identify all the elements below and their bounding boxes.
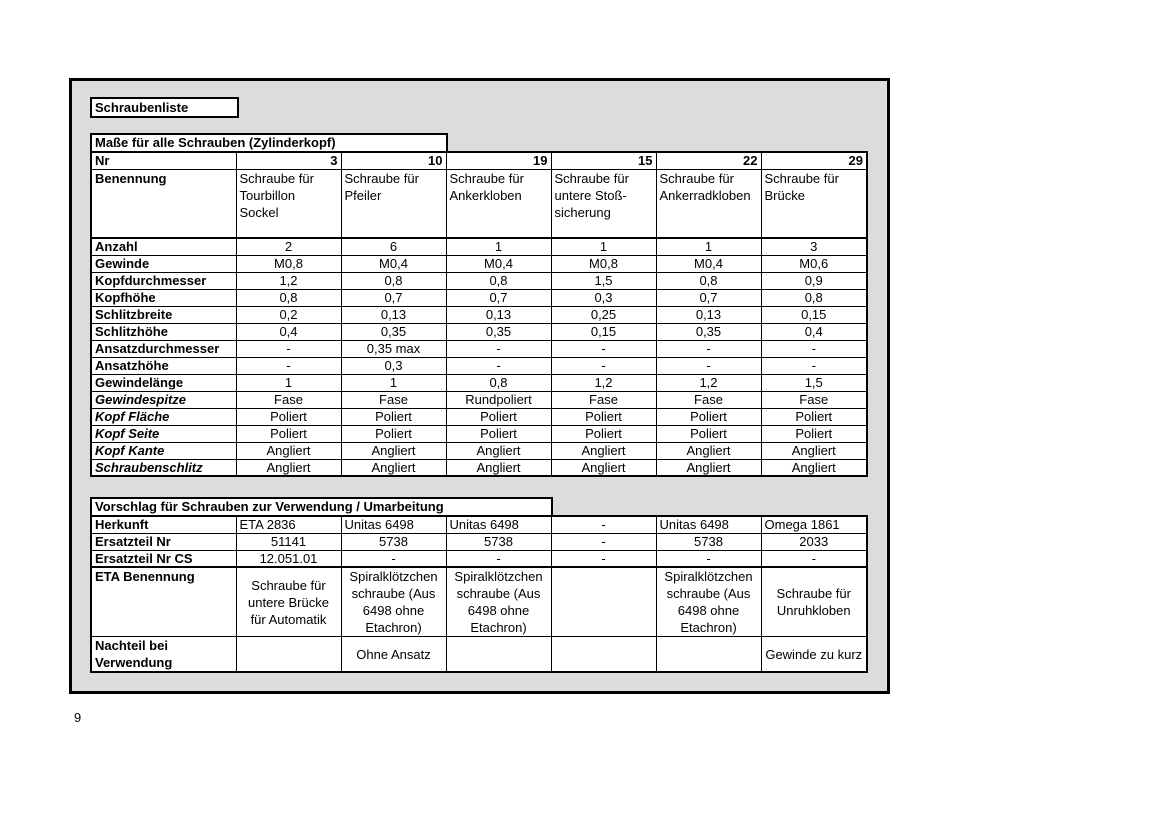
row-label: Kopfhöhe [91, 289, 236, 306]
benennung-cell: Schraube für untere Stoß-sicherung [551, 169, 656, 238]
value-cell: M0,6 [761, 255, 867, 272]
value-cell: 0,25 [551, 306, 656, 323]
value-cell: 0,35 max [341, 340, 446, 357]
value-cell: - [656, 340, 761, 357]
value-cell: - [551, 550, 656, 567]
value-cell: Poliert [446, 408, 551, 425]
value-cell: 12.051.01 [236, 550, 341, 567]
value-cell: Fase [551, 391, 656, 408]
measurement-row [91, 340, 867, 357]
value-cell: Poliert [236, 408, 341, 425]
value-cell: 1 [656, 238, 761, 255]
value-cell: - [236, 357, 341, 374]
value-cell: 0,8 [236, 289, 341, 306]
nachteil-label: Nachteil bei Verwendung [91, 637, 236, 673]
value-cell: 5738 [656, 533, 761, 550]
value-cell: 2033 [761, 533, 867, 550]
value-cell: Fase [341, 391, 446, 408]
value-cell: Poliert [761, 408, 867, 425]
value-cell: - [551, 516, 656, 533]
measurement-row [91, 323, 867, 340]
section1-heading: Maße für alle Schrauben (Zylinderkopf) [90, 133, 448, 153]
value-cell: 0,8 [446, 272, 551, 289]
value-cell: Angliert [341, 459, 446, 476]
nachteil-cell [236, 637, 341, 673]
value-cell: 0,9 [761, 272, 867, 289]
benennung-row [91, 169, 867, 238]
value-cell: - [446, 340, 551, 357]
value-cell: 0,4 [236, 323, 341, 340]
value-cell: M0,8 [236, 255, 341, 272]
value-cell: 1 [446, 238, 551, 255]
measurement-row [91, 306, 867, 323]
value-cell: M0,8 [551, 255, 656, 272]
eta-cell [551, 567, 656, 637]
benennung-cell: Schraube für Brücke [761, 169, 867, 238]
row-label: Schraubenschlitz [91, 459, 236, 476]
value-cell: - [551, 357, 656, 374]
value-cell: Angliert [656, 442, 761, 459]
value-cell: 0,35 [341, 323, 446, 340]
screw-number: 10 [341, 152, 446, 169]
value-cell: Unitas 6498 [446, 516, 551, 533]
replacement-table [90, 515, 868, 673]
nachteil-cell [551, 637, 656, 673]
value-cell: - [761, 357, 867, 374]
value-cell: Angliert [341, 442, 446, 459]
value-cell: 1,5 [551, 272, 656, 289]
value-cell: 51141 [236, 533, 341, 550]
value-cell: 0,8 [341, 272, 446, 289]
page-number: 6 [74, 710, 82, 725]
value-cell: - [446, 357, 551, 374]
value-cell: M0,4 [656, 255, 761, 272]
value-cell: Poliert [656, 408, 761, 425]
value-cell: 2 [236, 238, 341, 255]
value-cell: 0,8 [446, 374, 551, 391]
value-cell: Poliert [656, 425, 761, 442]
measurement-row [91, 425, 867, 442]
value-cell: - [551, 533, 656, 550]
measurement-row [91, 391, 867, 408]
benennung-cell: Schraube für Pfeiler [341, 169, 446, 238]
value-cell: Fase [761, 391, 867, 408]
measurement-row [91, 289, 867, 306]
row-label: Gewinde [91, 255, 236, 272]
value-cell: - [236, 340, 341, 357]
measurement-row [91, 442, 867, 459]
value-cell: 0,13 [656, 306, 761, 323]
nachteil-cell [656, 637, 761, 673]
row-label: Gewindespitze [91, 391, 236, 408]
value-cell: ETA 2836 [236, 516, 341, 533]
value-cell: 1,2 [656, 374, 761, 391]
value-cell: 0,35 [656, 323, 761, 340]
value-cell: M0,4 [341, 255, 446, 272]
benennung-cell: Schraube für Ankerkloben [446, 169, 551, 238]
measurement-row [91, 357, 867, 374]
value-cell: Angliert [446, 442, 551, 459]
value-cell: Angliert [551, 459, 656, 476]
eta-cell: Schraube für Unruhkloben [761, 567, 867, 637]
row-label: Anzahl [91, 238, 236, 255]
measurement-row [91, 374, 867, 391]
section2-heading: Vorschlag für Schrauben zur Verwendung / Umarbeitung [90, 497, 553, 517]
value-cell: 0,13 [446, 306, 551, 323]
value-cell: - [656, 550, 761, 567]
benennung-label: Benennung [91, 169, 236, 238]
screw-number: 15 [551, 152, 656, 169]
value-cell: - [761, 340, 867, 357]
value-cell: Unitas 6498 [341, 516, 446, 533]
value-cell: 0,4 [761, 323, 867, 340]
row-label: Kopf Kante [91, 442, 236, 459]
row-label: Herkunft [91, 516, 236, 533]
value-cell: M0,4 [446, 255, 551, 272]
value-cell: 0,8 [656, 272, 761, 289]
value-cell: 1,2 [236, 272, 341, 289]
screw-number: 19 [446, 152, 551, 169]
value-cell: 0,15 [551, 323, 656, 340]
value-cell: Poliert [341, 408, 446, 425]
replacement-row [91, 516, 867, 533]
eta-cell: Spiralklötzchen schraube (Aus 6498 ohne Etachron) [341, 567, 446, 637]
screw-number: 3 [236, 152, 341, 169]
value-cell: 1,2 [551, 374, 656, 391]
value-cell: Poliert [446, 425, 551, 442]
value-cell: Poliert [341, 425, 446, 442]
replacement-row [91, 533, 867, 550]
value-cell: - [656, 357, 761, 374]
value-cell: 1 [341, 374, 446, 391]
row-label: Ersatzteil Nr [91, 533, 236, 550]
value-cell: Poliert [551, 408, 656, 425]
value-cell: Angliert [761, 459, 867, 476]
screw-number: 22 [656, 152, 761, 169]
value-cell: 0,7 [656, 289, 761, 306]
value-cell: 0,7 [341, 289, 446, 306]
value-cell: Unitas 6498 [656, 516, 761, 533]
value-cell: 5738 [446, 533, 551, 550]
value-cell: Omega 1861 [761, 516, 867, 533]
value-cell: - [761, 550, 867, 567]
value-cell: 0,35 [446, 323, 551, 340]
nachteil-cell: Gewinde zu kurz [761, 637, 867, 673]
row-label: Kopfdurchmesser [91, 272, 236, 289]
eta-cell: Schraube für untere Brücke für Automatik [236, 567, 341, 637]
row-label: Ansatzdurchmesser [91, 340, 236, 357]
row-label: Schlitzhöhe [91, 323, 236, 340]
value-cell: 3 [761, 238, 867, 255]
measurement-row [91, 272, 867, 289]
row-label: Kopf Seite [91, 425, 236, 442]
value-cell: 0,13 [341, 306, 446, 323]
measurement-row [91, 459, 867, 476]
nachteil-cell: Ohne Ansatz [341, 637, 446, 673]
nr-row [91, 152, 867, 169]
dimensions-table [90, 151, 868, 477]
value-cell: 0,7 [446, 289, 551, 306]
nr-label: Nr [91, 152, 236, 169]
eta-label: ETA Benennung [91, 567, 236, 637]
value-cell: 0,3 [341, 357, 446, 374]
row-label: Ersatzteil Nr CS [91, 550, 236, 567]
value-cell: 1 [236, 374, 341, 391]
screw-number: 29 [761, 152, 867, 169]
value-cell: - [341, 550, 446, 567]
value-cell: Angliert [446, 459, 551, 476]
measurement-row [91, 255, 867, 272]
value-cell: Fase [236, 391, 341, 408]
value-cell: Angliert [551, 442, 656, 459]
value-cell: Angliert [236, 442, 341, 459]
eta-row [91, 567, 867, 637]
value-cell: 0,3 [551, 289, 656, 306]
value-cell: Angliert [236, 459, 341, 476]
value-cell: 0,2 [236, 306, 341, 323]
value-cell: 6 [341, 238, 446, 255]
row-label: Gewindelänge [91, 374, 236, 391]
value-cell: 1,5 [761, 374, 867, 391]
value-cell: 1 [551, 238, 656, 255]
row-label: Schlitzbreite [91, 306, 236, 323]
value-cell: Angliert [656, 459, 761, 476]
nachteil-row [91, 637, 867, 673]
value-cell: Angliert [761, 442, 867, 459]
value-cell: Poliert [761, 425, 867, 442]
benennung-cell: Schraube für Tourbillon Sockel [236, 169, 341, 238]
sheet-title: Schraubenliste [90, 97, 239, 118]
value-cell: 5738 [341, 533, 446, 550]
value-cell: - [446, 550, 551, 567]
nachteil-cell [446, 637, 551, 673]
row-label: Ansatzhöhe [91, 357, 236, 374]
value-cell: - [551, 340, 656, 357]
value-cell: Poliert [551, 425, 656, 442]
value-cell: 0,8 [761, 289, 867, 306]
row-label: Kopf Fläche [91, 408, 236, 425]
value-cell: Poliert [236, 425, 341, 442]
eta-cell: Spiralklötzchen schraube (Aus 6498 ohne Etachron) [446, 567, 551, 637]
value-cell: Rundpoliert [446, 391, 551, 408]
replacement-row [91, 550, 867, 567]
value-cell: 0,15 [761, 306, 867, 323]
eta-cell: Spiralklötzchen schraube (Aus 6498 ohne Etachron) [656, 567, 761, 637]
measurement-row [91, 408, 867, 425]
measurement-row [91, 238, 867, 255]
benennung-cell: Schraube für Ankerradkloben [656, 169, 761, 238]
value-cell: Fase [656, 391, 761, 408]
